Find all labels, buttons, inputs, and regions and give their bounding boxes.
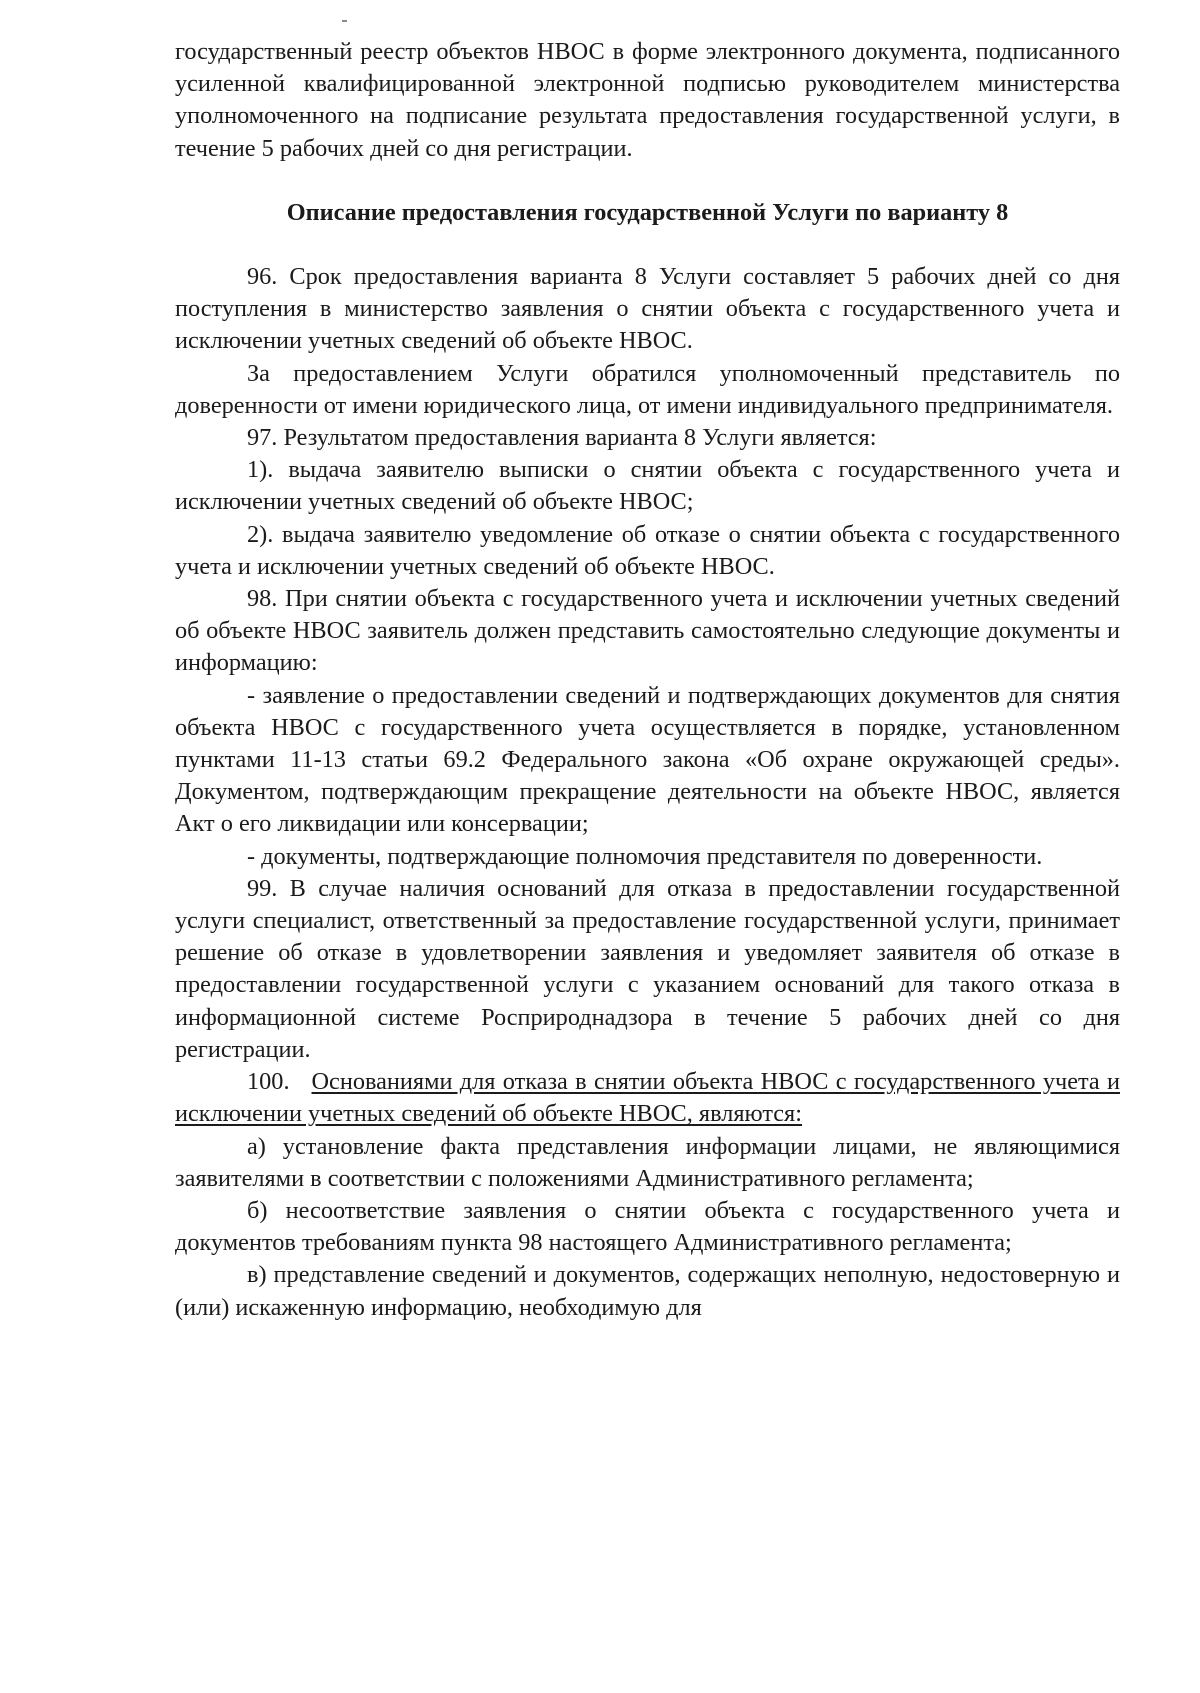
document-item-application: - заявление о предоставлении сведений и подтверждающих документов для снятия объекта НВОС с государственного учета осуществляется в порядке, установленном пунктами 11-13 статьи 69.2 Федерального закона «Об охране окружающей среды». Документом, подтверждающим прекращение деятельности на объекте НВОС, является Акт о его ликвидации или консервации; — [175, 681, 1120, 838]
result-item-2: 2). выдача заявителю уведомление об отказе о снятии объекта с государственного учета и исключении учетных сведений об объекте НВОС. — [175, 520, 1120, 580]
paragraph-representative: За предоставлением Услуги обратился уполномоченный представитель по доверенности от имени юридического лица, от имени индивидуального предпринимателя. — [175, 359, 1120, 419]
paragraph-100 — [175, 1066, 1120, 1130]
continuation-paragraph: государственный реестр объектов НВОС в форме электронного документа, подписанного усиленной квалифицированной электронной подписью руководителем министерства уполномоченного на подписание результата предоставления государственной услуги, в течение 5 рабочих дней со дня регистрации. — [175, 38, 1120, 162]
paragraph-100-number: 100. — [247, 1068, 290, 1096]
ground-item-c: в) представление сведений и документов, содержащих неполную, недостоверную и (или) искаженную информацию, необходимую для — [175, 1261, 1120, 1321]
document-page — [175, 36, 1120, 1324]
paragraph-100-underlined: Основаниями для отказа в снятии объекта НВОС с государственного учета и исключении учетных сведений об объекте НВОС, являются: — [175, 1068, 1120, 1128]
scan-speck — [342, 20, 347, 22]
result-item-1: 1). выдача заявителю выписки о снятии объекта с государственного учета и исключении учетных сведений об объекте НВОС; — [175, 456, 1120, 516]
ground-item-b: б) несоответствие заявления о снятии объекта с государственного учета и документов требованиям пункта 98 настоящего Административного регламента; — [175, 1196, 1120, 1257]
ground-item-a: а) установление факта представления информации лицами, не являющимися заявителями в соответствии с положениями Административного регламента; — [175, 1132, 1120, 1192]
paragraph-97: 97. Результатом предоставления варианта 8 Услуги является: — [247, 424, 877, 452]
paragraph-96: 96. Срок предоставления варианта 8 Услуги составляет 5 рабочих дней со дня поступления в министерство заявления о снятии объекта с государственного учета и исключении учетных сведений об объекте НВОС. — [175, 263, 1120, 355]
paragraph-99: 99. В случае наличия оснований для отказа в предоставлении государственной услуги специалист, ответственный за предоставление государственной услуги, принимает решение об отказе в удовлетворении заявления и уведомляет заявителя об отказе в предоставлении государственной услуги с указанием оснований для такого отказа в информационной системе Росприроднадзора в течение 5 рабочих дней со дня регистрации. — [175, 874, 1120, 1063]
paragraph-98: 98. При снятии объекта с государственного учета и исключении учетных сведений об объекте НВОС заявитель должен представить самостоятельно следующие документы и информацию: — [175, 585, 1120, 677]
section-heading: Описание предоставления государственной Услуги по варианту 8 — [286, 198, 1009, 226]
document-item-authority: - документы, подтверждающие полномочия представителя по доверенности. — [247, 842, 1043, 870]
